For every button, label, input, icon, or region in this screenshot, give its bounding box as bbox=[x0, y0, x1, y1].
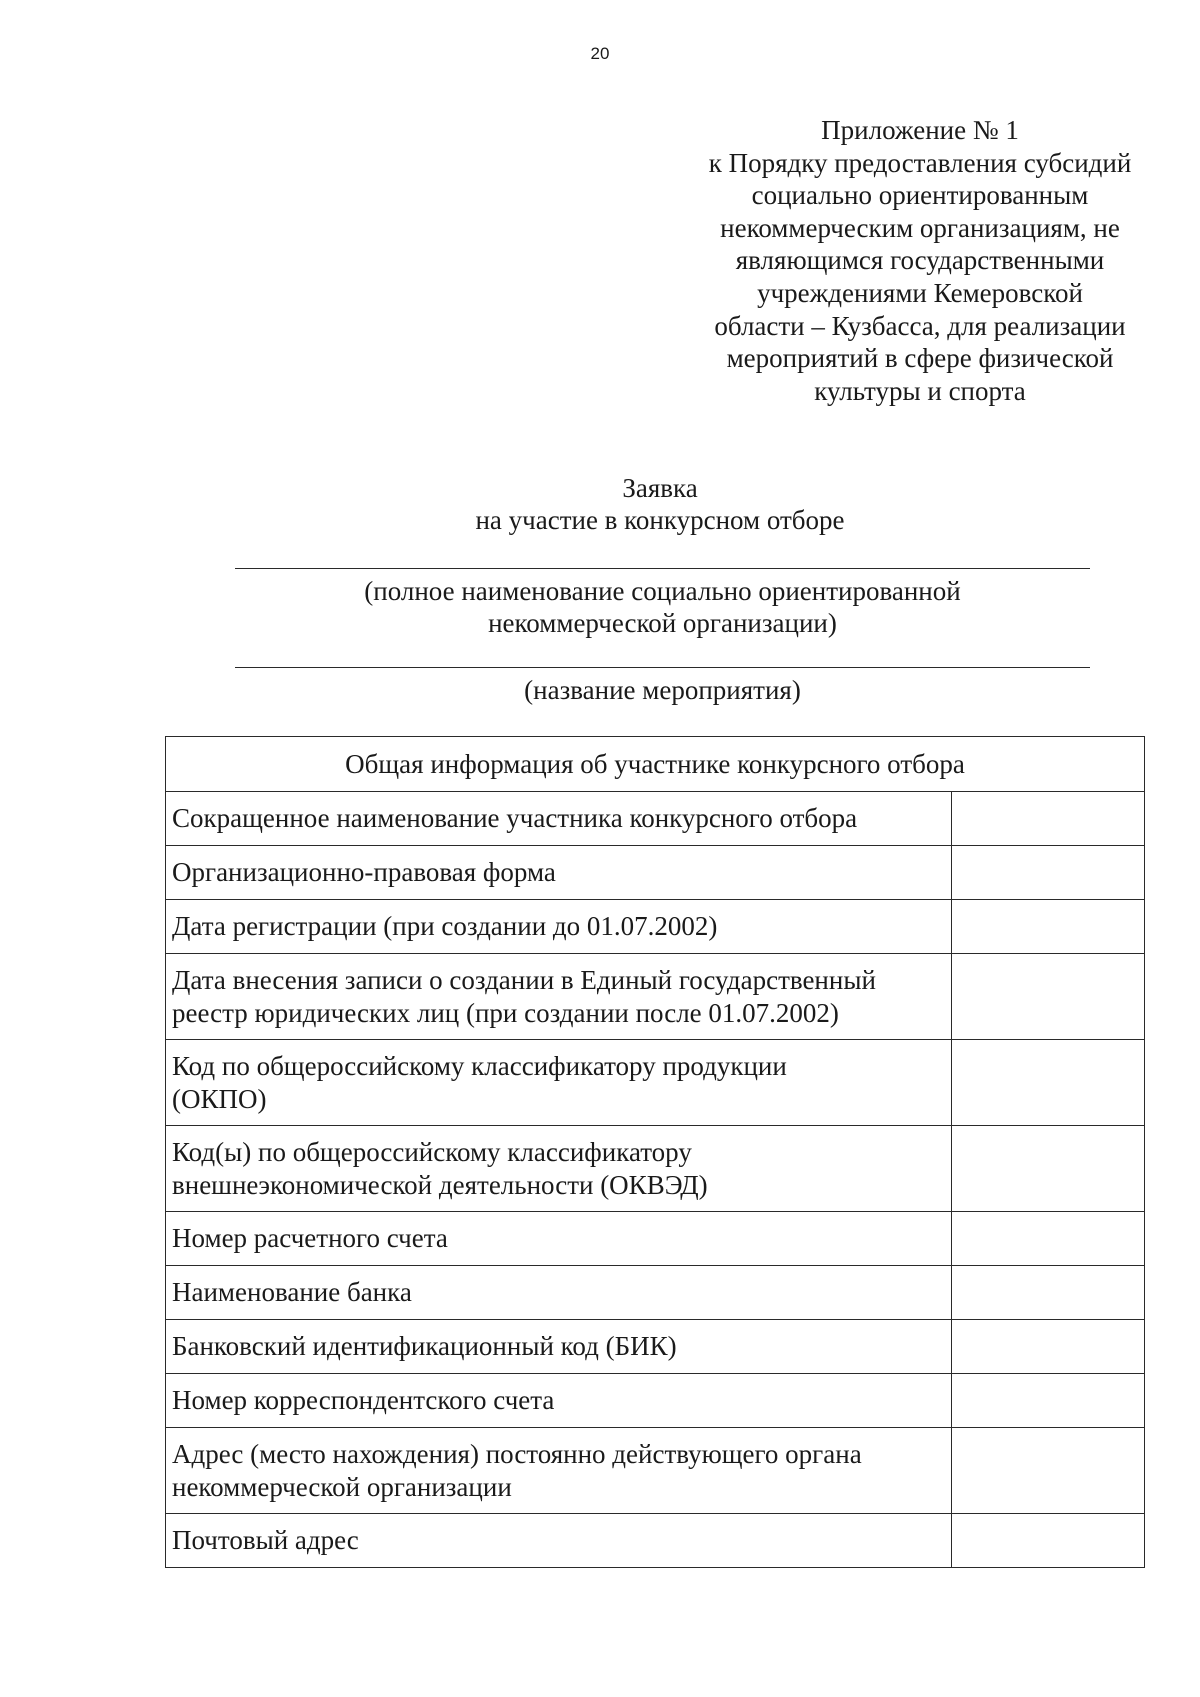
row-label bbox=[166, 1514, 952, 1568]
org-name-caption bbox=[235, 575, 1090, 639]
row-label-line: Адрес (место нахождения) постоянно действующего органа bbox=[172, 1438, 862, 1469]
row-label bbox=[166, 954, 952, 1040]
row-label-line: некоммерческой организации bbox=[172, 1471, 512, 1502]
table-header: Общая информация об участнике конкурсного отбора bbox=[166, 737, 1145, 792]
table-row bbox=[166, 1126, 1145, 1212]
row-label bbox=[166, 1266, 952, 1320]
row-label bbox=[166, 846, 952, 900]
appendix-line: социально ориентированным bbox=[751, 180, 1089, 211]
row-value-cell[interactable] bbox=[952, 954, 1145, 1040]
row-label-line: Почтовый адрес bbox=[172, 1525, 359, 1556]
row-label bbox=[166, 1126, 952, 1212]
title-line: Заявка bbox=[622, 473, 698, 503]
row-value-cell[interactable] bbox=[952, 1040, 1145, 1126]
table-row bbox=[166, 900, 1145, 954]
table-row bbox=[166, 1040, 1145, 1126]
row-label-line: Код(ы) по общероссийскому классификатору bbox=[172, 1136, 692, 1167]
row-value-cell[interactable] bbox=[952, 846, 1145, 900]
row-value-cell[interactable] bbox=[952, 1428, 1145, 1514]
title-line: на участие в конкурсном отборе bbox=[475, 505, 845, 535]
row-label bbox=[166, 1320, 952, 1374]
appendix-line: мероприятий в сфере физической bbox=[726, 343, 1114, 374]
appendix-line: к Порядку предоставления субсидий bbox=[708, 147, 1132, 178]
table-row bbox=[166, 792, 1145, 846]
row-value-cell[interactable] bbox=[952, 1212, 1145, 1266]
row-label-line: Сокращенное наименование участника конкурсного отбора bbox=[172, 803, 858, 834]
row-label-line: Номер корреспондентского счета bbox=[172, 1385, 555, 1416]
row-label-line: Банковский идентификационный код (БИК) bbox=[172, 1331, 677, 1362]
row-label-line: Код по общероссийскому классификатору продукции bbox=[172, 1050, 787, 1081]
row-value-cell[interactable] bbox=[952, 1374, 1145, 1428]
caption-line: некоммерческой организации) bbox=[488, 608, 837, 638]
org-name-fill-line bbox=[235, 568, 1090, 569]
document-title bbox=[0, 472, 1200, 536]
table-row bbox=[166, 1320, 1145, 1374]
table-body bbox=[166, 792, 1145, 1568]
table-row bbox=[166, 846, 1145, 900]
page-number: 20 bbox=[590, 44, 610, 63]
row-label-line: Дата регистрации (при создании до 01.07.2002) bbox=[172, 911, 718, 942]
row-value-cell[interactable] bbox=[952, 1266, 1145, 1320]
row-value-cell[interactable] bbox=[952, 1126, 1145, 1212]
appendix-line: культуры и спорта bbox=[814, 375, 1026, 406]
row-value-cell[interactable] bbox=[952, 900, 1145, 954]
table-row bbox=[166, 1428, 1145, 1514]
table-row bbox=[166, 1266, 1145, 1320]
row-value-cell[interactable] bbox=[952, 792, 1145, 846]
appendix-line: некоммерческим организациям, не bbox=[720, 212, 1120, 243]
row-label-line: Организационно-правовая форма bbox=[172, 857, 556, 888]
appendix-line: Приложение № 1 bbox=[821, 115, 1019, 145]
appendix-line: области – Кузбасса, для реализации bbox=[714, 310, 1126, 341]
row-label bbox=[166, 900, 952, 954]
row-label-line: реестр юридических лиц (при создании после 01.07.2002) bbox=[172, 997, 839, 1028]
row-label-line: Наименование банка bbox=[172, 1277, 412, 1308]
table-row bbox=[166, 1374, 1145, 1428]
row-label bbox=[166, 1374, 952, 1428]
appendix-note bbox=[660, 114, 1180, 407]
row-label bbox=[166, 1428, 952, 1514]
table-row bbox=[166, 954, 1145, 1040]
row-label-line: внешнеэкономической деятельности (ОКВЭД) bbox=[172, 1169, 708, 1200]
row-label bbox=[166, 1212, 952, 1266]
event-name-fill-line bbox=[235, 667, 1090, 668]
row-value-cell[interactable] bbox=[952, 1514, 1145, 1568]
row-label-line: (ОКПО) bbox=[172, 1083, 267, 1114]
row-label-line: Номер расчетного счета bbox=[172, 1223, 448, 1254]
event-name-caption: (название мероприятия) bbox=[524, 675, 801, 705]
appendix-line: учреждениями Кемеровской bbox=[757, 277, 1083, 308]
row-label bbox=[166, 1040, 952, 1126]
caption-line: (полное наименование социально ориентированной bbox=[364, 576, 961, 606]
row-label-line: Дата внесения записи о создании в Единый государственный bbox=[172, 964, 876, 995]
participant-info-table bbox=[165, 736, 1145, 1568]
appendix-line: являющимся государственными bbox=[735, 245, 1105, 276]
row-value-cell[interactable] bbox=[952, 1320, 1145, 1374]
row-label bbox=[166, 792, 952, 846]
table-row bbox=[166, 1514, 1145, 1568]
table-row bbox=[166, 1212, 1145, 1266]
